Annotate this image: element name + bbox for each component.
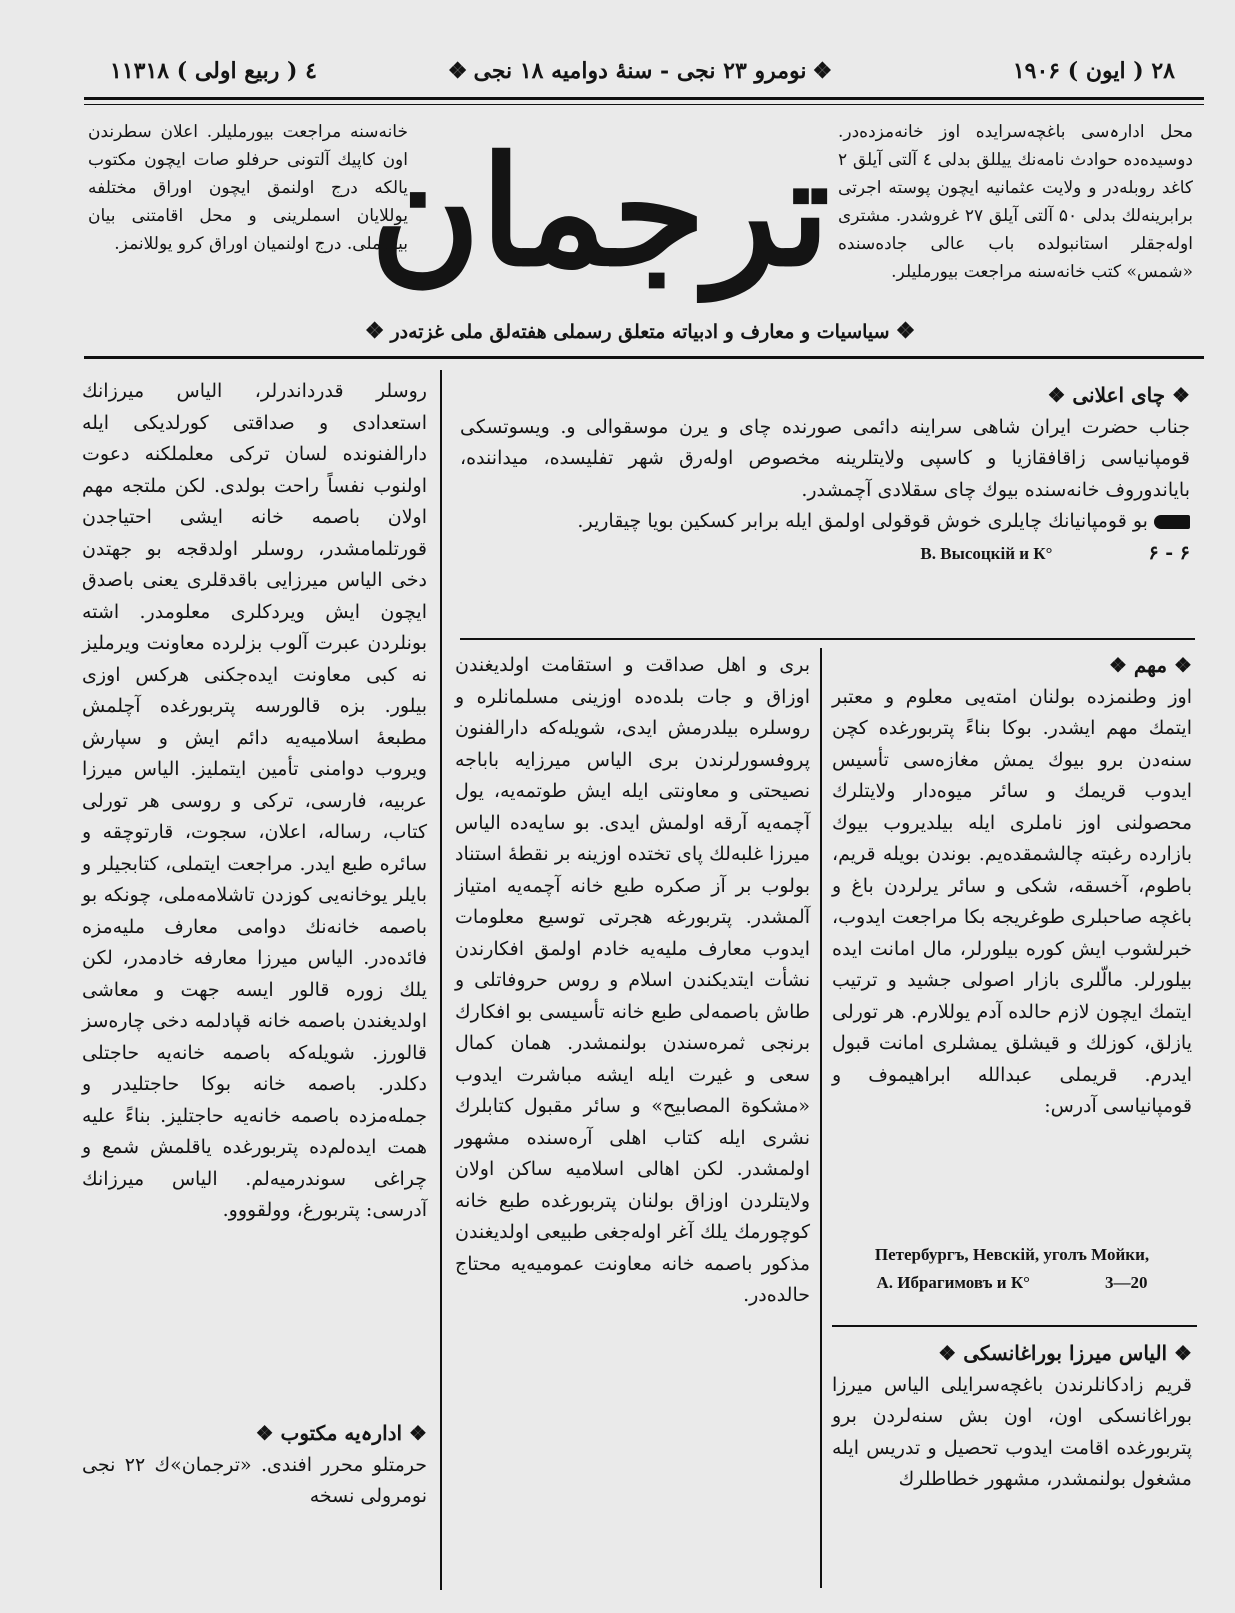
advertising-info: خانه‌سنه مراجعت بیورملیلر. اعلان سطرندن اون کاپیك آلتونی حرفلو صات ایچون مکتوب یالکه درج اولنمق ایچون اوراق مختلفه یوللایان اسملرینی و محل اقامتنی بیان بیورملی. درج اولنمیان اوراق کرو یوللانمز. <box>88 122 408 254</box>
important-notice <box>832 650 1192 1240</box>
section-rule <box>460 638 1195 640</box>
issue-number: نومرو ۲۳ نجی - سنهٔ دوامیه ۱۸ نجی <box>473 58 807 84</box>
address-code: 3—20 <box>1105 1273 1148 1292</box>
ilyas-text: قریم زادکانلرندن باغچه‌سرایلی الیاس میرزا بوراغانسکی اون، اون بش سنه‌لردن برو پتربورغده اقامت ایدوب تحصیل و تدریس ایله مشغول بولنمشدر، مشهور خطاطلرك <box>832 1373 1192 1490</box>
editorial-heading-text: ادارہ‌یه مکتوب <box>280 1421 403 1445</box>
motto-line <box>330 318 950 344</box>
section-rule <box>832 1325 1197 1327</box>
ornament-icon: ❖ <box>447 58 468 84</box>
left-column-article: روسلر قدرداندرلر، الیاس میرزانك استعدادی و صداقتی کورلدیکی ایله دارالفنونده لسان ترکی معلملکنه دعوت اولنوب نفساً راحت بولدی. لکن ملتجه مهم اولان باصمه خانه ایشی احتیاجدن قورتلمامشدر، روسلر اولدقجه بو جهتدن دخی الیاس میرزایی باقدقلری یعنی باصدق ایچون ایش ویردکلری معلومدر. اشته بونلردن عبرت آلوب بزلرده معاونت ویرملیز نه کبی معاونت ایده‌جکنی هرکس اوزی بیلور. بزه قالورسه پتربورغده آچلمش مطبعهٔ اسلامیه‌یه دائم ایش و سپارش ویروب دوامنی تأمین ایتملیز. الیاس میرزا عربیه، فارسی، ترکی و روسی هر تورلی کتاب، رساله، اعلان، سجوت، قارتوچقه و سائره طبع ایدر. مراجعت ایتملی، کتابجیلر و بایلر یوخانه‌یی کوزدن تاشلامه‌ملی، چونکه بو باصمه خانه‌نك دوامی معارف ملیه‌مزه فائده‌در. الیاس میرزا معارفه خادمدر، لکن یلك زوره قالور ایسه جهت و معاشی اولدیغندن باصمه خانه قپادلمه دخی چاره‌سز قالورز. شویله‌که باصمه خانه‌یه حاجتلی دکلدر. باصمه خانه بوکا حاجتلیدر و جمله‌مزده باصمه خانه‌یه حاجتلیز. بناءً علیه همت ایده‌لم‌ده پتربورغده یاقلمش شمع و چراغی سوندرمیه‌لم. الیاس میرزانك آدرسی: پتربورغ، وولقووو. <box>82 380 427 1221</box>
tea-ad-text: جناب حضرت ایران شاهی سراینه دائمی صورنده چای و یرن موسقوالی و. ویسوتسکی قومپانیاسی زاقافقازیا و کاسپی ولایتلرینه مخصوص اوله‌رق شهر تفلیسده، میداننده، بایاندوروف خانه‌سنده بیوك چای سقلادی آچمشدر. <box>460 415 1190 501</box>
ilyas-mirza-article <box>832 1338 1192 1593</box>
date-right: ۱۹۰۶ ( ایون ) ۲۸ <box>1012 58 1175 84</box>
address-company: А. Ибрагимовъ и К° <box>876 1273 1030 1292</box>
column-rule <box>440 370 442 1590</box>
issue-line <box>430 58 850 84</box>
company-name: В. Высоцкій и К° <box>920 543 1053 563</box>
tea-ad-signature <box>460 538 1190 570</box>
ad-code: ۶ - ۶ <box>1148 541 1190 564</box>
ornament-icon: ❖ <box>812 58 833 84</box>
middle-column-article: بری و اهل صداقت و استقامت اولدیغندن اوزاق و جات بلده‌ده اوزینی مسلمانلره و روسلره بیلدرمش ایدی، شویله‌که دارالفنون پروفسورلرندن بری الیاس میرزایه باباجه نصیحتی و معاونتی ایله ایش طوتمه‌یه، یول آچمه‌یه آرقه اولمش ایدی. بو سایه‌ده الیاس میرزا غلبه‌لك پای تختده اوزینه بر نقطهٔ استناد بولوب بر آز صکره طبع خانه آچمه‌یه امتیاز آلمشدر. پتربورغه هجرتی توسیع معلومات ایدوب معارف ملیه‌یه خادم اولمق افکارندن نشأت ایتدیکندن اسلام و روس حروفاتلی و طاش باصمه‌لی طبع خانه تأسیسی بو افکارك برنجی ثمره‌سندن بولنمشدر. همان کمال سعی و غیرت ایله ایشه مباشرت ایدوب «مشکوة المصابیح» و سائر مقبول کتابلرك نشری ایله کتاب اهلی آره‌سنده مشهور اولمشدر. لکن اهالی اسلامیه ساکن اولان ولایتلردن اوزاق بولنان پتربورغده طبع خانه کوچورمك یلك آغر اوله‌جغی طبیعی اولدیغندن مذکور باصمه خانه معاونت عمومیه‌یه محتاج حالده‌در. <box>455 654 810 1306</box>
editorial-letter <box>82 1418 427 1598</box>
important-heading: ❖ مهم ❖ <box>1108 653 1192 677</box>
tea-ad-heading-text: چای اعلانی <box>1072 383 1166 407</box>
ornament-icon: ❖ <box>895 318 916 344</box>
masthead-rule <box>84 104 1204 105</box>
address-block <box>832 1245 1192 1315</box>
tea-advertisement <box>460 380 1190 630</box>
section-rule <box>84 356 1204 359</box>
newspaper-title: ترجمان <box>370 124 830 300</box>
ilyas-heading: ❖ الیاس میرزا بوراغانسکی ❖ <box>938 1341 1192 1365</box>
editorial-heading: ❖ ادارہ‌یه مکتوب ❖ <box>255 1421 427 1445</box>
address-line-1: Петербургъ, Невскій, уголъ Мойки, <box>874 1245 1150 1264</box>
address-line-2 <box>832 1273 1192 1293</box>
ilyas-heading-text: الیاس میرزا بوراغانسکی <box>963 1341 1168 1365</box>
pointing-hand-icon <box>1154 515 1190 529</box>
editorial-text: حرمتلو محرر افندی. «ترجمان»‌ك ۲۲ نجی نومرولی نسخه <box>82 1453 427 1507</box>
motto-text: سیاسیات و معارف و ادبیاته متعلق رسملی هفته‌لق ملی غزته‌در <box>390 321 890 343</box>
masthead-rule <box>84 97 1204 100</box>
subscription-info: محل ادارہ‌سی باغچه‌سرایده اوز خانه‌مزده‌در. دوسیده‌ده حوادث نامه‌نك ییللق بدلی ٤ آلتی آیلق ۲ کاغد روبله‌در و ولایت عثمانیه ایچون پوسته اجرتی برابرینه‌لك بدلی ۵۰ آلتی آیلق ۲۷ غروشدر. مشتری اوله‌جقلر استانبولده باب عالی جاده‌سنده «شمس» کتب خانه‌سنه مراجعت بیورملیلر. <box>838 122 1193 282</box>
ornament-icon: ❖ <box>364 318 385 344</box>
tea-ad-heading: ❖ چای اعلانی ❖ <box>1047 383 1190 407</box>
column-rule <box>820 648 822 1588</box>
date-left: ۱٤ ( ربیع اولی ) ۱۳۱۸ <box>110 58 317 84</box>
tea-ad-note-text: بو قومپانیانك چایلری خوش قوقولی اولمق ایله برابر کسکین بویا چیقاریر. <box>577 510 1148 532</box>
tea-ad-note <box>460 506 1190 538</box>
important-text: اوز وطنمزده بولنان امته‌یی معلوم و معتبر ایتمك مهم ایشدر. بوکا بناءً پتربورغده کچن سنه‌دن برو بیوك یمش مغازه‌سی تأسیس ایدوب قریمك و سائر میوه‌دار ولایتلرك محصولنی اوز ناملری ایله بیلدیروب بیوك بازارده رغبته چالشمقده‌یم. بوندن بویله قریم، باطوم، آخسقه، شکی و سائر یرلردن باغ و باغچه صاحبلری طوغریجه بکا مراجعت ایدوب، خبرلشوب ایش کوره بیلورلر، مال امانت ایده بیلورلر. مالّلری بازار اصولی جشید و ترتیب ایتمك ایچون لازم حالده آدم یوللارم. هر تورلی یازلق، کوزلك و قیشلق یمشلری امانت قبول ایدرم. قریملی عبدالله ابراهیموف و قومپانیاسی آدرس: <box>832 685 1192 1117</box>
important-heading-text: مهم <box>1133 653 1168 677</box>
